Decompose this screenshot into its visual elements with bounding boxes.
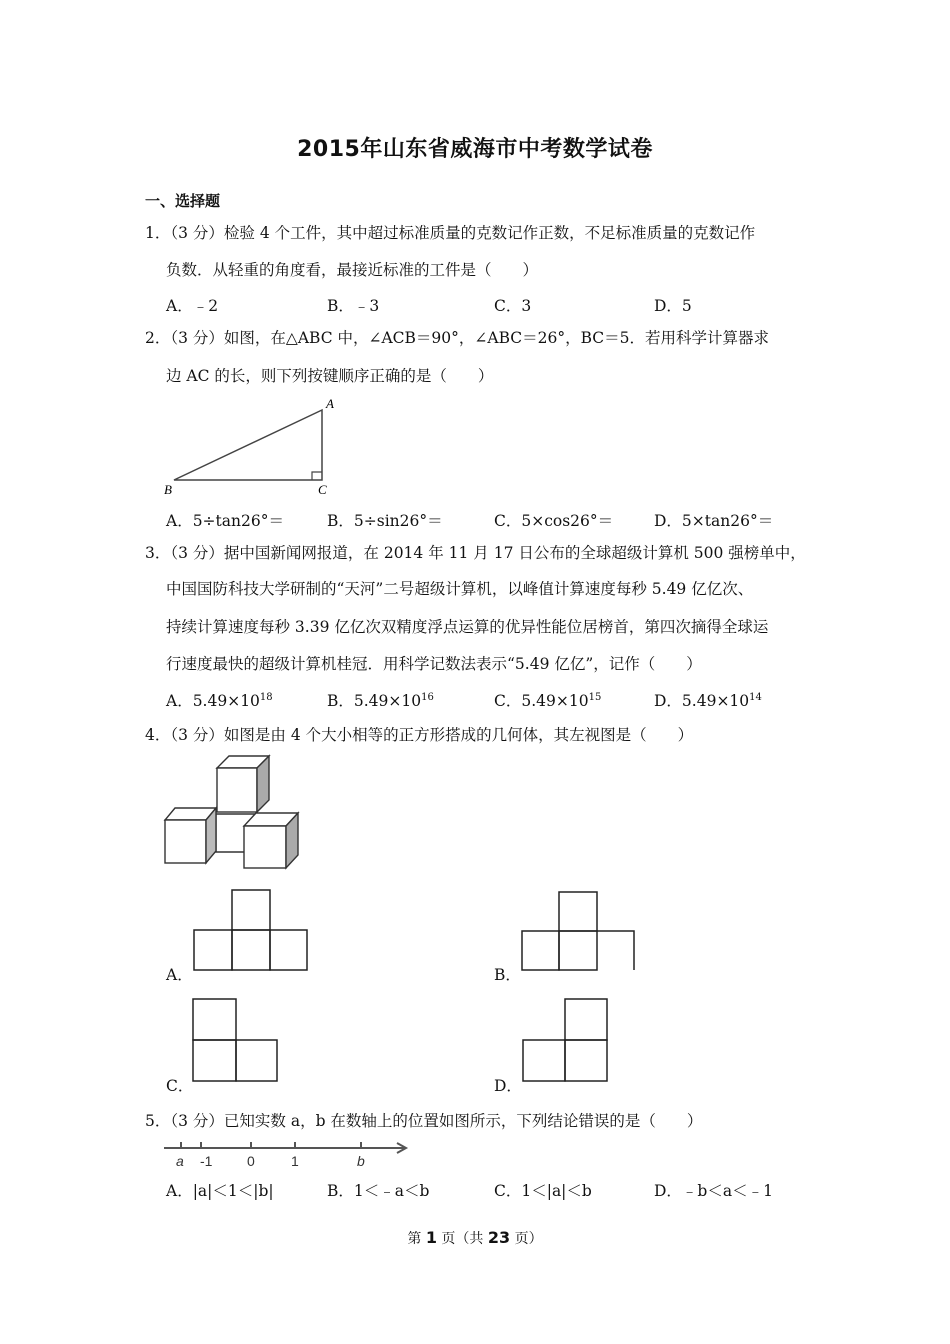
cube-stack-figure xyxy=(160,752,305,872)
vertex-label-b: B xyxy=(164,482,172,497)
axis-label-1: 1 xyxy=(291,1153,299,1169)
axis-label-b: b xyxy=(357,1153,365,1169)
axis-label-0: 0 xyxy=(247,1153,255,1169)
number-line-figure xyxy=(160,1138,420,1172)
q3-line1: 3．（3 分）据中国新闻网报道，在 2014 年 11 月 17 日公布的全球超级计算机 500 强榜单中， xyxy=(145,544,806,562)
q4-line1: 4．（3 分）如图是由 4 个大小相等的正方形搭成的几何体，其左视图是（ ） xyxy=(145,726,694,744)
section-heading: 一、选择题 xyxy=(145,192,221,210)
page-title: 2015年山东省威海市中考数学试卷 xyxy=(297,137,653,162)
q2-option-a: A．5÷tan26°＝ xyxy=(166,512,284,530)
q4-option-c-label: C． xyxy=(166,1077,194,1095)
q2-option-c: C．5×cos26°＝ xyxy=(494,512,614,530)
q5-line1: 5．（3 分）已知实数 a，b 在数轴上的位置如图所示，下列结论错误的是（ ） xyxy=(145,1112,703,1130)
q1-option-c: C．3 xyxy=(494,297,532,315)
q3-option-d: D．$5.49\times 10^{14}$ xyxy=(654,691,762,710)
q1-option-a: A．﹣2 xyxy=(166,297,219,315)
q1-line1: 1．（3 分）检验 4 个工件，其中超过标准质量的克数记作正数，不足标准质量的克数记作 xyxy=(145,224,756,242)
axis-label-neg1: -1 xyxy=(200,1153,213,1169)
q3-line4: 行速度最快的超级计算机桂冠．用科学记数法表示“5.49 亿亿”，记作（ ） xyxy=(166,655,702,673)
q5-option-a: A．|a|＜1＜|b| xyxy=(166,1182,274,1200)
q2-line1: 2．（3 分）如图，在△ABC 中，∠ACB＝90°，∠ABC＝26°，BC＝5．若用科学计算器求 xyxy=(145,329,769,347)
option-b-view xyxy=(521,890,637,972)
option-a-view xyxy=(193,888,309,972)
option-c-view xyxy=(192,997,280,1083)
page-number: 1 xyxy=(425,1228,437,1247)
option-d-view xyxy=(522,997,610,1083)
q3-option-b: B．$5.49\times 10^{16}$ xyxy=(327,691,434,710)
axis-label-a: a xyxy=(176,1153,184,1169)
q4-option-b-label: B． xyxy=(494,966,521,984)
page-total: 23 xyxy=(487,1228,511,1247)
vertex-label-a: A xyxy=(326,396,334,411)
q3-line3: 持续计算速度每秒 3.39 亿亿次双精度浮点运算的优异性能位居榜首，第四次摘得全球运 xyxy=(166,618,769,636)
q1-option-d: D．5 xyxy=(654,297,692,315)
vertex-label-c: C xyxy=(318,482,327,497)
page-footer: 第 1 页（共 23 页） xyxy=(407,1228,543,1247)
q5-option-c: C．1＜|a|＜b xyxy=(494,1182,592,1200)
q2-line2: 边 AC 的长，则下列按键顺序正确的是（ ） xyxy=(166,367,494,385)
q4-option-d-label: D． xyxy=(494,1077,522,1095)
q1-option-b: B．﹣3 xyxy=(327,297,380,315)
q2-option-d: D．5×tan26°＝ xyxy=(654,512,774,530)
q3-line2: 中国国防科技大学研制的“天河”二号超级计算机，以峰值计算速度每秒 5.49 亿亿次、 xyxy=(166,580,754,598)
q3-option-a: A．$5.49\times 10^{18}$ xyxy=(166,691,273,710)
q3-option-c: C．$5.49\times 10^{15}$ xyxy=(494,691,602,710)
triangle-figure xyxy=(160,392,340,500)
q1-line2: 负数．从轻重的角度看，最接近标准的工件是（ ） xyxy=(166,261,539,279)
q4-option-a-label: A． xyxy=(166,966,193,984)
q5-option-b: B．1＜﹣a＜b xyxy=(327,1182,430,1200)
q2-option-b: B．5÷sin26°＝ xyxy=(327,512,443,530)
q5-option-d: D．﹣b＜a＜﹣1 xyxy=(654,1182,773,1200)
